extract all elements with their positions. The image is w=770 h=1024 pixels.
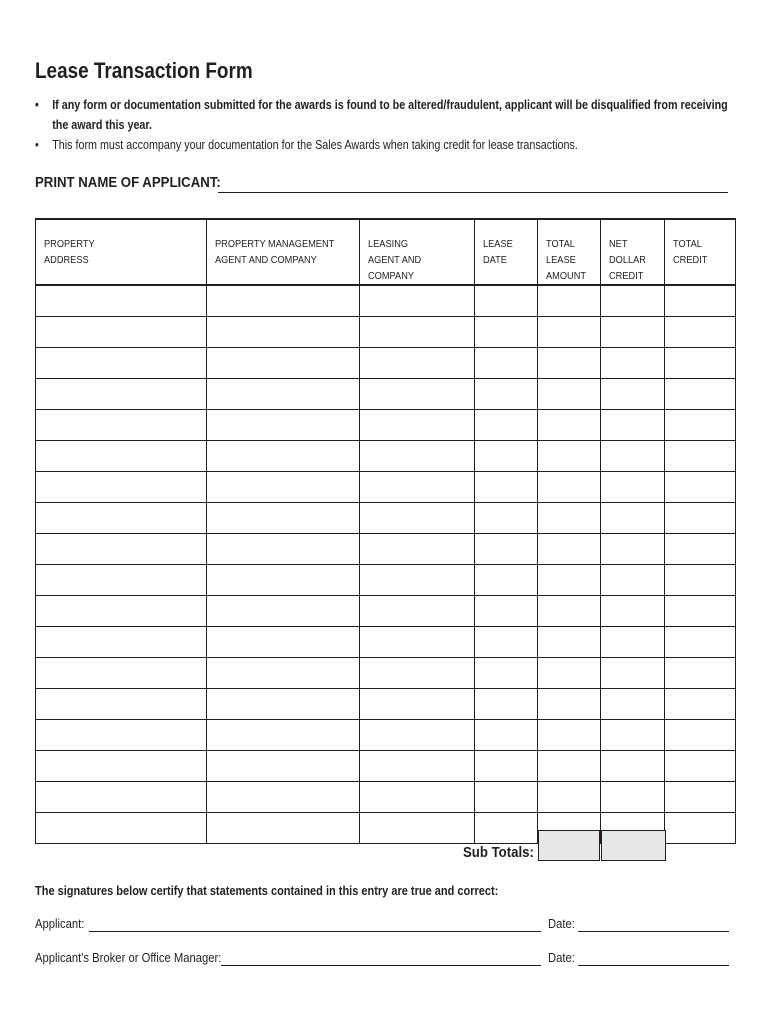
table-cell[interactable] [538,781,601,812]
table-cell[interactable] [207,657,360,688]
table-cell[interactable] [36,347,207,378]
table-cell[interactable] [538,378,601,409]
table-cell[interactable] [601,719,665,750]
table-row [36,502,736,533]
table-cell[interactable] [360,502,475,533]
table-cell[interactable] [665,688,736,719]
instructions-list [35,95,732,155]
table-cell[interactable] [36,378,207,409]
table-cell[interactable] [538,564,601,595]
applicant-signature-field[interactable] [89,931,541,932]
table-row [36,440,736,471]
table-cell[interactable] [360,409,475,440]
table-cell[interactable] [665,409,736,440]
table-cell[interactable] [360,285,475,316]
table-cell[interactable] [665,750,736,781]
table-cell[interactable] [475,316,538,347]
applicant-date-label: Date: [548,917,575,931]
table-cell[interactable] [601,626,665,657]
applicant-name-field[interactable] [218,192,728,193]
table-cell[interactable] [360,378,475,409]
table-cell[interactable] [36,533,207,564]
table-cell[interactable] [665,471,736,502]
broker-signature-field[interactable] [221,965,541,966]
header-lease-date: LEASE DATE [475,219,538,285]
table-cell[interactable] [665,533,736,564]
table-cell[interactable] [207,378,360,409]
table-cell[interactable] [538,719,601,750]
table-cell[interactable] [538,750,601,781]
table-cell[interactable] [538,285,601,316]
table-row [36,626,736,657]
table-cell[interactable] [665,347,736,378]
table-cell[interactable] [207,719,360,750]
table-cell[interactable] [36,657,207,688]
table-cell[interactable] [207,347,360,378]
table-cell[interactable] [475,440,538,471]
table-cell[interactable] [665,378,736,409]
table-cell[interactable] [538,471,601,502]
table-cell[interactable] [665,285,736,316]
table-cell[interactable] [207,409,360,440]
table-cell[interactable] [601,595,665,626]
table-cell[interactable] [601,316,665,347]
subtotals-label: Sub Totals: [463,844,534,861]
table-cell[interactable] [601,347,665,378]
table-cell[interactable] [475,502,538,533]
table-cell[interactable] [360,440,475,471]
table-cell[interactable] [360,750,475,781]
table-cell[interactable] [36,750,207,781]
table-cell[interactable] [475,812,538,843]
form-title: Lease Transaction Form [35,58,253,83]
table-row [36,285,736,316]
table-cell[interactable] [538,595,601,626]
table-cell[interactable] [665,440,736,471]
table-cell[interactable] [207,595,360,626]
table-row [36,564,736,595]
table-cell[interactable] [360,812,475,843]
table-cell[interactable] [538,657,601,688]
table-cell[interactable] [36,502,207,533]
table-cell[interactable] [360,564,475,595]
table-cell[interactable] [36,719,207,750]
table-cell[interactable] [601,781,665,812]
table-cell[interactable] [475,378,538,409]
table-row [36,719,736,750]
table-cell[interactable] [207,781,360,812]
table-cell[interactable] [207,564,360,595]
table-cell[interactable] [360,657,475,688]
table-cell[interactable] [601,688,665,719]
table-cell[interactable] [601,657,665,688]
table-cell[interactable] [207,502,360,533]
table-cell[interactable] [360,471,475,502]
table-row [36,378,736,409]
table-row [36,595,736,626]
header-net-dollar-credit: NET DOLLAR CREDIT [601,219,665,285]
header-total-credit: TOTAL CREDIT [665,219,736,285]
table-cell[interactable] [207,688,360,719]
table-cell[interactable] [475,688,538,719]
table-cell[interactable] [475,719,538,750]
table-cell[interactable] [36,595,207,626]
table-cell[interactable] [538,688,601,719]
table-cell[interactable] [475,409,538,440]
table-cell[interactable] [36,285,207,316]
table-cell[interactable] [360,316,475,347]
table-cell[interactable] [36,564,207,595]
table-cell[interactable] [36,471,207,502]
table-cell[interactable] [207,316,360,347]
table-cell[interactable] [360,781,475,812]
table-cell[interactable] [538,409,601,440]
header-property-address: PROPERTY ADDRESS [36,219,207,285]
broker-date-label: Date: [548,951,575,965]
table-cell[interactable] [36,409,207,440]
table-cell[interactable] [538,626,601,657]
table-cell[interactable] [475,564,538,595]
table-cell[interactable] [360,595,475,626]
table-cell[interactable] [360,688,475,719]
print-name-label: PRINT NAME OF APPLICANT: [35,174,221,191]
table-cell[interactable] [475,626,538,657]
table-cell[interactable] [475,347,538,378]
table-cell[interactable] [665,595,736,626]
broker-date-field[interactable] [578,965,729,966]
header-total-lease-amount: TOTAL LEASE AMOUNT [538,219,601,285]
table-cell[interactable] [601,533,665,564]
table-cell[interactable] [207,533,360,564]
table-cell[interactable] [601,440,665,471]
subtotal-total-lease-amount-field[interactable] [538,830,600,861]
table-cell[interactable] [36,626,207,657]
table-cell[interactable] [475,781,538,812]
table-cell[interactable] [538,502,601,533]
table-cell[interactable] [538,440,601,471]
table-row [36,781,736,812]
table-cell[interactable] [665,564,736,595]
certification-statement: The signatures below certify that statements contained in this entry are true and correct: [35,884,499,898]
table-cell[interactable] [475,533,538,564]
table-row [36,347,736,378]
table-cell[interactable] [665,316,736,347]
subtotal-net-dollar-credit-field[interactable] [601,830,666,861]
table-row [36,533,736,564]
table-header-row [36,219,736,285]
table-cell[interactable] [538,316,601,347]
table-cell[interactable] [601,564,665,595]
table-cell[interactable] [207,440,360,471]
table-cell[interactable] [207,812,360,843]
table-row [36,409,736,440]
table-row [36,750,736,781]
table-cell[interactable] [360,626,475,657]
table-cell[interactable] [601,502,665,533]
table-cell[interactable] [207,626,360,657]
table-cell[interactable] [36,316,207,347]
table-cell[interactable] [665,657,736,688]
table-cell[interactable] [665,719,736,750]
table-body [36,285,736,843]
table-cell[interactable] [665,812,736,843]
table-cell[interactable] [360,533,475,564]
table-cell[interactable] [601,285,665,316]
table-cell[interactable] [601,409,665,440]
table-cell[interactable] [665,502,736,533]
table-cell[interactable] [538,533,601,564]
table-cell[interactable] [36,781,207,812]
table-cell[interactable] [36,440,207,471]
table-cell[interactable] [601,750,665,781]
table-cell[interactable] [207,750,360,781]
table-cell[interactable] [207,285,360,316]
applicant-date-field[interactable] [578,931,729,932]
instruction-accompany-documentation: • This form must accompany your documentation for the Sales Awards when taking credit for lease transactions. [35,135,732,155]
table-cell[interactable] [665,781,736,812]
table-row [36,688,736,719]
applicant-signature-label: Applicant: [35,917,85,931]
table-cell[interactable] [360,347,475,378]
table-cell[interactable] [207,471,360,502]
table-cell[interactable] [36,688,207,719]
table-cell[interactable] [475,285,538,316]
broker-signature-label: Applicant's Broker or Office Manager: [35,951,222,965]
table-row [36,471,736,502]
header-leasing-agent: LEASING AGENT AND COMPANY [360,219,475,285]
table-cell[interactable] [665,626,736,657]
table-cell[interactable] [36,812,207,843]
table-cell[interactable] [601,471,665,502]
table-cell[interactable] [360,719,475,750]
table-row [36,316,736,347]
table-cell[interactable] [475,657,538,688]
instruction-fraud-warning: • If any form or documentation submitted for the awards is found to be altered/fraudulent, applicant will be disqualified from receiving the award this year. [35,95,732,135]
table-cell[interactable] [538,347,601,378]
lease-transactions-table [35,218,736,844]
table-cell[interactable] [601,378,665,409]
table-row [36,657,736,688]
table-cell[interactable] [475,471,538,502]
header-property-management-agent: PROPERTY MANAGEMENT AGENT AND COMPANY [207,219,360,285]
table-cell[interactable] [475,595,538,626]
table-cell[interactable] [475,750,538,781]
